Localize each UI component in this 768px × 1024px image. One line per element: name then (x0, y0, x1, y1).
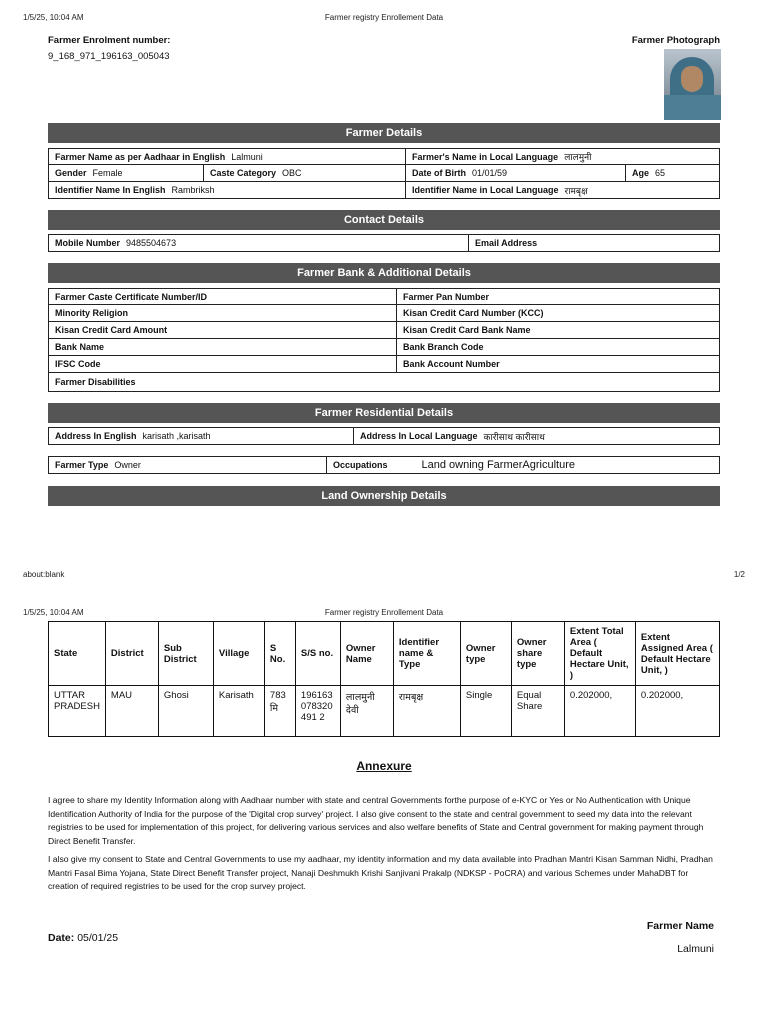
col-header: District (105, 622, 158, 686)
gender-cell (49, 165, 204, 181)
farmer-name-signature-value: Lalmuni (677, 943, 714, 955)
farmer-name-label: Farmer Name as per Aadhaar in English (55, 151, 226, 162)
section-bank-details: Farmer Bank & Additional Details (48, 263, 720, 283)
date-value: 05/01/25 (77, 932, 119, 944)
disabilities-row (48, 373, 720, 392)
age-value: 65 (655, 168, 666, 178)
table-cell: 196163078320491 2 (295, 686, 340, 737)
print-page-title: Farmer registry Enrollement Data (324, 13, 444, 22)
table-cell: रामबृक्ष (393, 686, 460, 737)
bank-field-label: Kisan Credit Card Number (KCC) (403, 308, 544, 318)
identifier-local-cell (406, 182, 719, 198)
table-cell: Equal Share (511, 686, 564, 737)
land-table-header-row (49, 622, 720, 686)
col-header: Identifier name & Type (393, 622, 460, 686)
bank-field-label: Kisan Credit Card Amount (55, 325, 168, 335)
farmer-local-name-label: Farmer's Name in Local Language (412, 151, 559, 162)
identifier-label: Identifier Name In English (55, 185, 166, 195)
date-block (48, 932, 118, 944)
bank-row (48, 305, 720, 322)
col-header: Owner type (460, 622, 511, 686)
bank-field-label: Minority Religion (55, 308, 128, 318)
identifier-cell (49, 182, 406, 198)
caste-cell (204, 165, 406, 181)
age-cell (626, 165, 719, 181)
annexure-paragraph-1: I agree to share my Identity Information along with Aadhaar number with state and central Governments forthe purpose of e-KYC or Yes or No Authentication with Unique Identification Authority of India for the purpose of the 'Digital crop survey' project. I also give consent to the state and central government to seed my data into the relevant registries to be used for implementation of this project, for delivering various services and also welfare benefits of State and Central government for making payment through Direct Benefit Transfer. (48, 795, 704, 846)
col-header: State (49, 622, 106, 686)
table-cell: Ghosi (158, 686, 213, 737)
farmer-type-value: Owner (114, 460, 141, 470)
mobile-value: 9485504673 (126, 238, 177, 248)
farmer-name-value: Lalmuni (231, 151, 263, 162)
address-local-label: Address In Local Language (360, 431, 478, 441)
farmer-type-row (48, 456, 720, 474)
col-header: Extent Total Area ( Default Hectare Unit, ) (564, 622, 635, 686)
identifier-local-value: रामबृक्ष (564, 185, 588, 196)
annexure-title: Annexure (356, 759, 412, 773)
col-header: Owner share type (511, 622, 564, 686)
print-page-title-page2: Farmer registry Enrollement Data (324, 608, 444, 617)
bank-field-label: Bank Branch Code (403, 342, 484, 352)
address-row (48, 427, 720, 445)
bank-field-label: Kisan Credit Card Bank Name (403, 325, 531, 335)
farmer-gender-row (48, 165, 720, 182)
section-contact-details: Contact Details (48, 210, 720, 230)
gender-value: Female (92, 168, 123, 178)
enrolment-label: Farmer Enrolment number: (48, 35, 171, 46)
caste-value: OBC (282, 168, 302, 178)
table-cell: Karisath (213, 686, 264, 737)
gender-label: Gender (55, 168, 87, 178)
print-page-number: 1/2 (733, 570, 745, 579)
col-header: Extent Assigned Area ( Default Hectare Unit, ) (635, 622, 719, 686)
table-cell: 0.202000, (635, 686, 719, 737)
farmer-name-signature-label: Farmer Name (646, 920, 714, 932)
contact-row (48, 234, 720, 252)
col-header: S/S no. (295, 622, 340, 686)
address-en-value: karisath ,karisath (142, 431, 211, 441)
farmer-name-cell (49, 149, 406, 164)
table-cell: 0.202000, (564, 686, 635, 737)
disabilities-label: Farmer Disabilities (55, 377, 136, 387)
print-timestamp: 1/5/25, 10:04 AM (23, 13, 84, 22)
email-label: Email Address (475, 238, 538, 248)
table-cell: Single (460, 686, 511, 737)
date-label: Date: (48, 932, 75, 944)
farmer-name-row (48, 148, 720, 165)
bank-row (48, 339, 720, 356)
col-header: Village (213, 622, 264, 686)
bank-field-label: Farmer Pan Number (403, 291, 490, 302)
enrolment-number: 9_168_971_196163_005043 (48, 51, 170, 62)
col-header: Sub District (158, 622, 213, 686)
address-en-cell (49, 428, 354, 444)
col-header: Owner Name (340, 622, 393, 686)
identifier-local-label: Identifier Name in Local Language (412, 185, 559, 195)
farmer-photograph (664, 49, 721, 120)
dob-value: 01/01/59 (472, 168, 508, 178)
annexure-paragraph-2: I also give my consent to State and Central Governments to use my aadhaar, my identity information and my data available into Pradhan Mantri Kisan Samman Nidhi, Pradhan Mantri Fasal Bima Yojana, State Direct Benefit Transfer project, Nanaji Deshmukh Krishi Sanjivani Prakalp (NDKSP - PoCRA) and various Schemes under MahaDBT for creation of required registries to be used for the crop survey project. (48, 854, 713, 891)
section-residential-details: Farmer Residential Details (48, 403, 720, 423)
dob-cell (406, 165, 626, 181)
section-farmer-details: Farmer Details (48, 123, 720, 143)
caste-label: Caste Category (210, 168, 277, 178)
print-timestamp-page2: 1/5/25, 10:04 AM (23, 608, 84, 617)
bank-row (48, 288, 720, 305)
farmer-local-name-cell (406, 149, 719, 164)
photo-label: Farmer Photograph (631, 35, 720, 46)
dob-label: Date of Birth (412, 168, 466, 178)
land-ownership-table (48, 621, 720, 737)
address-en-label: Address In English (55, 431, 137, 441)
farmer-type-label: Farmer Type (55, 460, 109, 470)
bank-field-label: IFSC Code (55, 359, 101, 369)
farmer-local-name-value: लालमुनी (564, 152, 592, 162)
print-footer-url: about:blank (23, 570, 65, 579)
mobile-cell (49, 235, 469, 251)
bank-field-label: Bank Account Number (403, 359, 500, 369)
col-header: S No. (264, 622, 295, 686)
table-cell: MAU (105, 686, 158, 737)
occupations-value: Land owning FarmerAgriculture (421, 459, 575, 471)
table-cell: UTTAR PRADESH (49, 686, 106, 737)
occupations-cell (327, 457, 719, 473)
occupations-label: Occupations (333, 460, 388, 470)
age-label: Age (632, 168, 650, 178)
table-row (49, 686, 720, 737)
bank-field-label: Farmer Caste Certificate Number/ID (55, 291, 208, 302)
section-land-ownership: Land Ownership Details (48, 486, 720, 506)
email-cell (469, 235, 719, 251)
identifier-row (48, 182, 720, 199)
bank-row (48, 322, 720, 339)
table-cell: लालमुनी देवी (340, 686, 393, 737)
farmer-type-cell (49, 457, 327, 473)
bank-field-label: Bank Name (55, 342, 105, 352)
address-local-value: कारीसाथ कारीसाथ (483, 431, 545, 442)
bank-row (48, 356, 720, 373)
identifier-value: Rambriksh (171, 185, 215, 195)
address-local-cell (354, 428, 719, 444)
mobile-label: Mobile Number (55, 238, 121, 248)
table-cell: 783मि (264, 686, 295, 737)
